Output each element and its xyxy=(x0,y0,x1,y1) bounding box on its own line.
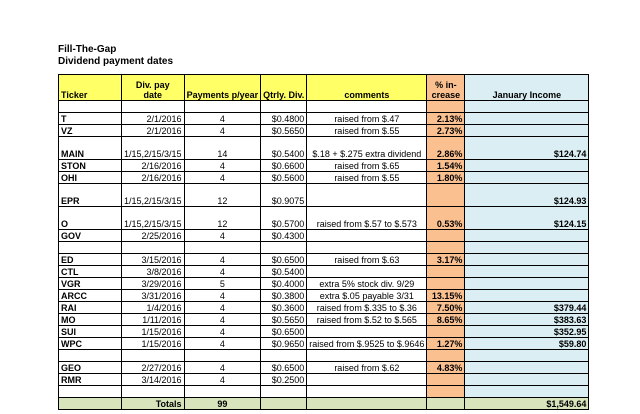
cell-pay-date[interactable]: 1/15,2/15/3/15 xyxy=(122,207,185,230)
cell-pct-increase[interactable]: 8.65% xyxy=(427,314,465,326)
cell-january-income[interactable] xyxy=(465,113,589,125)
cell-ticker[interactable]: WPC xyxy=(59,338,122,350)
cell-pct-increase[interactable]: 1.27% xyxy=(427,338,465,350)
table-body xyxy=(59,101,589,410)
cell-qtrly-div[interactable]: $0.2500 xyxy=(261,374,307,386)
cell-totals-empty[interactable] xyxy=(261,398,307,410)
cell-qtrly-div[interactable]: $0.5600 xyxy=(261,172,307,184)
empty-cell[interactable] xyxy=(465,350,589,362)
cell-payments[interactable]: 14 xyxy=(184,137,261,160)
cell-comment[interactable]: raised from $.62 xyxy=(307,362,427,374)
cell-pay-date[interactable]: 1/11/2016 xyxy=(122,314,185,326)
empty-cell[interactable] xyxy=(59,242,122,254)
cell-qtrly-div[interactable]: $0.6500 xyxy=(261,326,307,338)
cell-january-income[interactable]: $59.80 xyxy=(465,338,589,350)
cell-pay-date[interactable]: 2/27/2016 xyxy=(122,362,185,374)
table-row xyxy=(59,266,589,278)
cell-ticker[interactable]: OHI xyxy=(59,172,122,184)
cell-pay-date[interactable]: 3/31/2016 xyxy=(122,290,185,302)
header-ticker[interactable]: Ticker xyxy=(59,75,122,101)
empty-cell[interactable] xyxy=(122,386,185,398)
cell-comment[interactable] xyxy=(307,374,427,386)
cell-pct-increase[interactable]: 2.86% xyxy=(427,137,465,160)
cell-payments[interactable]: 12 xyxy=(184,207,261,230)
cell-ticker[interactable]: ARCC xyxy=(59,290,122,302)
cell-payments[interactable]: 5 xyxy=(184,278,261,290)
cell-january-income[interactable]: $379.44 xyxy=(465,302,589,314)
sheet-subtitle: Dividend payment dates xyxy=(58,56,174,67)
cell-comment[interactable]: raised from $.55 xyxy=(307,172,427,184)
cell-qtrly-div[interactable]: $0.5650 xyxy=(261,314,307,326)
cell-comment[interactable] xyxy=(307,266,427,278)
cell-ticker[interactable]: MAIN xyxy=(59,137,122,160)
blank-row xyxy=(59,101,589,113)
empty-cell[interactable] xyxy=(261,242,307,254)
empty-cell[interactable] xyxy=(465,386,589,398)
cell-january-income[interactable] xyxy=(465,266,589,278)
cell-comment[interactable]: raised from $.57 to $.573 xyxy=(307,207,427,230)
cell-totals-empty[interactable] xyxy=(307,398,427,410)
cell-pct-increase[interactable]: 2.73% xyxy=(427,125,465,137)
cell-pct-increase[interactable]: 4.83% xyxy=(427,362,465,374)
cell-pct-increase[interactable] xyxy=(427,278,465,290)
cell-payments[interactable]: 4 xyxy=(184,314,261,326)
cell-payments[interactable]: 4 xyxy=(184,172,261,184)
cell-ticker[interactable]: O xyxy=(59,207,122,230)
cell-pct-increase[interactable] xyxy=(427,184,465,207)
empty-cell[interactable] xyxy=(465,242,589,254)
cell-totals-payments[interactable]: 99 xyxy=(184,398,261,410)
cell-comment[interactable]: raised from $.52 to $.565 xyxy=(307,314,427,326)
cell-pay-date[interactable]: 3/14/2016 xyxy=(122,374,185,386)
blank-row xyxy=(59,386,589,398)
empty-cell[interactable] xyxy=(261,101,307,113)
cell-pct-increase[interactable] xyxy=(427,326,465,338)
cell-pct-increase[interactable]: 2.13% xyxy=(427,113,465,125)
cell-january-income[interactable] xyxy=(465,290,589,302)
table-row xyxy=(59,184,589,207)
empty-cell[interactable] xyxy=(184,350,261,362)
table-row xyxy=(59,254,589,266)
cell-qtrly-div[interactable]: $0.5700 xyxy=(261,207,307,230)
cell-qtrly-div[interactable]: $0.3800 xyxy=(261,290,307,302)
cell-pay-date[interactable]: 2/16/2016 xyxy=(122,160,185,172)
cell-january-income[interactable]: $352.95 xyxy=(465,326,589,338)
blank-row xyxy=(59,242,589,254)
table-row xyxy=(59,290,589,302)
cell-comment[interactable]: raised from $.65 xyxy=(307,160,427,172)
cell-payments[interactable]: 4 xyxy=(184,362,261,374)
cell-pay-date[interactable]: 3/8/2016 xyxy=(122,266,185,278)
empty-cell[interactable] xyxy=(427,101,465,113)
cell-payments[interactable]: 4 xyxy=(184,160,261,172)
cell-payments[interactable]: 4 xyxy=(184,290,261,302)
cell-qtrly-div[interactable]: $0.5400 xyxy=(261,266,307,278)
cell-january-income[interactable] xyxy=(465,362,589,374)
cell-payments[interactable]: 4 xyxy=(184,125,261,137)
cell-january-income[interactable] xyxy=(465,254,589,266)
empty-cell[interactable] xyxy=(307,242,427,254)
cell-january-income[interactable]: $124.93 xyxy=(465,184,589,207)
empty-cell[interactable] xyxy=(122,350,185,362)
cell-pct-increase[interactable]: 3.17% xyxy=(427,254,465,266)
table-row xyxy=(59,302,589,314)
cell-qtrly-div[interactable]: $0.3600 xyxy=(261,302,307,314)
empty-cell[interactable] xyxy=(465,101,589,113)
cell-ticker[interactable]: CTL xyxy=(59,266,122,278)
empty-cell[interactable] xyxy=(427,242,465,254)
header-pct-increase[interactable]: % in- crease xyxy=(427,75,465,101)
cell-comment[interactable] xyxy=(307,184,427,207)
cell-totals-empty[interactable] xyxy=(427,398,465,410)
cell-ticker[interactable]: GEO xyxy=(59,362,122,374)
cell-qtrly-div[interactable]: $0.4300 xyxy=(261,230,307,242)
cell-totals-income[interactable]: $1,549.64 xyxy=(465,398,589,410)
cell-pay-date[interactable]: 1/15,2/15/3/15 xyxy=(122,184,185,207)
empty-cell[interactable] xyxy=(427,386,465,398)
totals-row xyxy=(59,398,589,410)
cell-pay-date[interactable]: 3/29/2016 xyxy=(122,278,185,290)
cell-pct-increase[interactable]: 1.54% xyxy=(427,160,465,172)
table-row xyxy=(59,374,589,386)
header-january-income[interactable]: January Income xyxy=(465,75,589,101)
header-div-pay-date[interactable]: Div. pay date xyxy=(122,75,185,101)
empty-cell[interactable] xyxy=(261,386,307,398)
cell-january-income[interactable]: $124.15 xyxy=(465,207,589,230)
cell-comment[interactable]: $.18 + $.275 extra dividend xyxy=(307,137,427,160)
cell-pay-date[interactable]: 1/15/2016 xyxy=(122,326,185,338)
cell-pay-date[interactable]: 2/25/2016 xyxy=(122,230,185,242)
cell-january-income[interactable] xyxy=(465,125,589,137)
cell-comment[interactable]: raised from $.47 xyxy=(307,113,427,125)
cell-pay-date[interactable]: 1/15,2/15/3/15 xyxy=(122,137,185,160)
sheet-title: Fill-The-Gap xyxy=(58,44,117,55)
cell-comment[interactable]: extra 5% stock div. 9/29 xyxy=(307,278,427,290)
cell-ticker[interactable]: ED xyxy=(59,254,122,266)
cell-payments[interactable]: 4 xyxy=(184,326,261,338)
table-row xyxy=(59,326,589,338)
cell-pct-increase[interactable]: 0.53% xyxy=(427,207,465,230)
cell-qtrly-div[interactable]: $0.4000 xyxy=(261,278,307,290)
blank-row xyxy=(59,350,589,362)
cell-payments[interactable]: 12 xyxy=(184,184,261,207)
cell-qtrly-div[interactable]: $0.6600 xyxy=(261,160,307,172)
header-comments[interactable]: comments xyxy=(307,75,427,101)
empty-cell[interactable] xyxy=(307,350,427,362)
cell-payments[interactable]: 4 xyxy=(184,254,261,266)
cell-ticker[interactable]: EPR xyxy=(59,184,122,207)
cell-comment[interactable]: raised from $.335 to $.36 xyxy=(307,302,427,314)
dividend-table xyxy=(58,74,589,410)
cell-ticker[interactable]: VGR xyxy=(59,278,122,290)
cell-pay-date[interactable]: 1/15/2016 xyxy=(122,338,185,350)
cell-qtrly-div[interactable]: $0.6500 xyxy=(261,254,307,266)
cell-pct-increase[interactable] xyxy=(427,266,465,278)
cell-payments[interactable]: 4 xyxy=(184,338,261,350)
table-row xyxy=(59,362,589,374)
cell-pct-increase[interactable] xyxy=(427,230,465,242)
empty-cell[interactable] xyxy=(427,350,465,362)
empty-cell[interactable] xyxy=(59,350,122,362)
cell-pct-increase[interactable]: 1.80% xyxy=(427,172,465,184)
cell-ticker[interactable]: STON xyxy=(59,160,122,172)
empty-cell[interactable] xyxy=(122,242,185,254)
cell-january-income[interactable] xyxy=(465,160,589,172)
cell-january-income[interactable] xyxy=(465,172,589,184)
cell-comment[interactable]: raised from $.63 xyxy=(307,254,427,266)
cell-ticker[interactable]: RMR xyxy=(59,374,122,386)
cell-comment[interactable]: extra $.05 payable 3/31 xyxy=(307,290,427,302)
cell-payments[interactable]: 4 xyxy=(184,113,261,125)
cell-payments[interactable]: 4 xyxy=(184,374,261,386)
cell-totals-empty[interactable] xyxy=(59,398,122,410)
empty-cell[interactable] xyxy=(184,101,261,113)
table-row xyxy=(59,137,589,160)
cell-comment[interactable]: raised from $.9525 to $.9646 xyxy=(307,338,427,350)
cell-qtrly-div[interactable]: $0.5650 xyxy=(261,125,307,137)
empty-cell[interactable] xyxy=(261,350,307,362)
sheet-titles xyxy=(58,44,173,68)
cell-pay-date[interactable]: 2/1/2016 xyxy=(122,113,185,125)
cell-qtrly-div[interactable]: $0.4800 xyxy=(261,113,307,125)
cell-pay-date[interactable]: 3/15/2016 xyxy=(122,254,185,266)
table-row xyxy=(59,230,589,242)
cell-qtrly-div[interactable]: $0.5400 xyxy=(261,137,307,160)
empty-cell[interactable] xyxy=(184,386,261,398)
empty-cell[interactable] xyxy=(307,386,427,398)
cell-pay-date[interactable]: 2/16/2016 xyxy=(122,172,185,184)
table-row xyxy=(59,113,589,125)
header-payments[interactable]: Payments p/year xyxy=(184,75,261,101)
cell-pct-increase[interactable] xyxy=(427,374,465,386)
empty-cell[interactable] xyxy=(307,101,427,113)
cell-january-income[interactable] xyxy=(465,278,589,290)
cell-payments[interactable]: 4 xyxy=(184,302,261,314)
cell-totals-label[interactable]: Totals xyxy=(122,398,185,410)
cell-pay-date[interactable]: 1/4/2016 xyxy=(122,302,185,314)
cell-january-income[interactable]: $124.74 xyxy=(465,137,589,160)
cell-ticker[interactable]: RAI xyxy=(59,302,122,314)
cell-payments[interactable]: 4 xyxy=(184,266,261,278)
empty-cell[interactable] xyxy=(122,101,185,113)
cell-ticker[interactable]: GOV xyxy=(59,230,122,242)
table-row xyxy=(59,160,589,172)
empty-cell[interactable] xyxy=(184,242,261,254)
empty-cell[interactable] xyxy=(59,101,122,113)
table-row xyxy=(59,314,589,326)
cell-comment[interactable] xyxy=(307,326,427,338)
table-row xyxy=(59,172,589,184)
cell-pay-date[interactable]: 2/1/2016 xyxy=(122,125,185,137)
table-row xyxy=(59,338,589,350)
cell-qtrly-div[interactable]: $0.9650 xyxy=(261,338,307,350)
cell-payments[interactable]: 4 xyxy=(184,230,261,242)
table-row xyxy=(59,207,589,230)
table-row xyxy=(59,125,589,137)
cell-ticker[interactable]: SUI xyxy=(59,326,122,338)
cell-january-income[interactable]: $383.63 xyxy=(465,314,589,326)
header-qtrly-div[interactable]: Qtrly. Div. xyxy=(261,75,307,101)
cell-january-income[interactable] xyxy=(465,374,589,386)
cell-ticker[interactable]: T xyxy=(59,113,122,125)
cell-pct-increase[interactable]: 7.50% xyxy=(427,302,465,314)
cell-ticker[interactable]: MO xyxy=(59,314,122,326)
cell-qtrly-div[interactable]: $0.6500 xyxy=(261,362,307,374)
empty-cell[interactable] xyxy=(59,386,122,398)
cell-ticker[interactable]: VZ xyxy=(59,125,122,137)
cell-pct-increase[interactable]: 13.15% xyxy=(427,290,465,302)
cell-comment[interactable]: raised from $.55 xyxy=(307,125,427,137)
table-row xyxy=(59,278,589,290)
cell-comment[interactable] xyxy=(307,230,427,242)
cell-january-income[interactable] xyxy=(465,230,589,242)
cell-qtrly-div[interactable]: $0.9075 xyxy=(261,184,307,207)
